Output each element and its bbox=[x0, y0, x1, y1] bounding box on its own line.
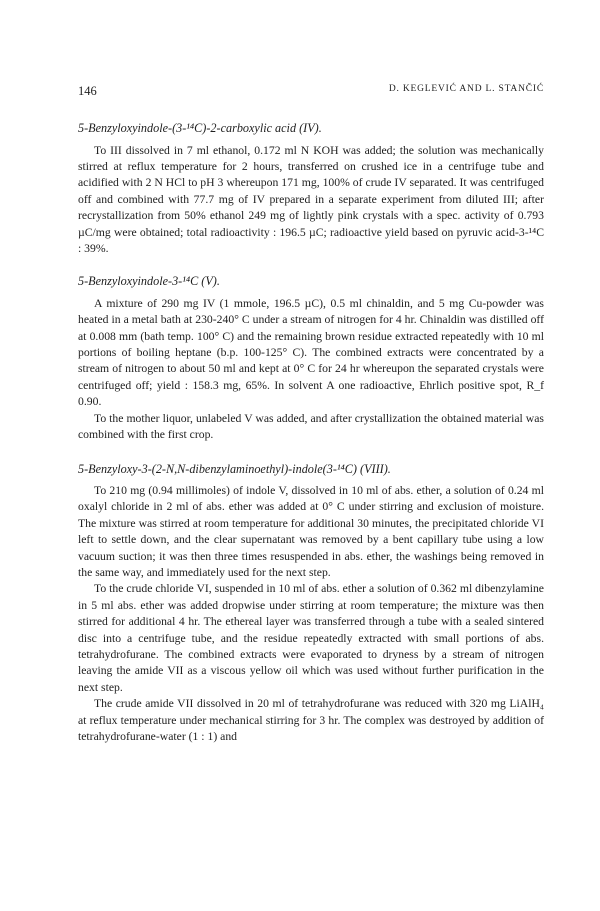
running-authors: D. KEGLEVIĆ AND L. STANČIĆ bbox=[388, 84, 544, 94]
paragraph-reduction: The crude amide VII dissolved in 20 ml of tetrahydrofurane was reduced with 320 mg LiAlH₄ at reflux temperature under mechanical stirring for 3 hr. The complex was destroyed by addition of tetrahydrofurane-water (1 : 1) and bbox=[78, 697, 544, 744]
paragraph-compound-v-mother-liquor: To the mother liquor, unlabeled V was added, and after crystallization the obtained material was combined with the first crop. bbox=[78, 411, 544, 442]
page-number: 146 bbox=[78, 84, 97, 98]
paragraph-chloride-vi: To 210 mg (0.94 millimoles) of indole V, dissolved in 10 ml of abs. ether, a solution of 0.24 ml oxalyl chloride in 2 ml of abs. ether was added at 0° C under stirring and exclusion of moisture. The mixture was stirred at room temperature for additional 30 minutes, the precipitated chloride VI left to settle down, and the clear supernatant was removed by a bent capillary tube using a low vacuum suction; it was then three times resuspended in abs. ether, the washings being removed in the same way, and immediately used for the next step. bbox=[78, 484, 544, 580]
paragraph-compound-v-synthesis: A mixture of 290 mg IV (1 mmole, 196.5 µC), 0.5 ml chinaldin, and 5 mg Cu-powder was heated in a metal bath at 230-240° C under a stream of nitrogen for 4 hr. Chinaldin was distilled off at 0.008 mm (bath temp. 100° C) and the remaining brown residue extracted repeatedly with 10 ml portions of boiling heptane (b.p. 100-125° C). The combined extracts were concentrated by a stream of nitrogen to about 50 ml and kept at 0° C for 24 hr whereupon the separated crystals were centrifuged off; yield : 158.3 mg, 65%. In solvent A one radioactive, Ehrlich positive spot, R_f 0.90. bbox=[78, 296, 544, 409]
section-heading-compound-v: 5-Benzyloxyindole-3-¹⁴C (V). bbox=[78, 274, 220, 289]
page bbox=[78, 84, 544, 746]
paragraph-amide-vii: To the crude chloride VI, suspended in 10 ml of abs. ether a solution of 0.362 ml dibenzylamine in 5 ml abs. ether was added dropwise under stirring at room temperature; the mixture was then stirred for additional 4 hr. The ethereal layer was transferred through a tube with a sealed sintered disc into a centrifuge tube, and the residue repeatedly extracted with small portions of abs. tetrahydrofurane. The combined extracts were evaporated to dryness by a stream of nitrogen leaving the amide VII as a viscous yellow oil which was used without further purification in the next step. bbox=[78, 582, 544, 694]
paragraph-compound-iv: To III dissolved in 7 ml ethanol, 0.172 ml N KOH was added; the solution was mechanically stirred at reflux temperature for 2 hours, transferred on crushed ice in a centrifuge tube and acidified with 2 N HCl to pH 3 whereupon 171 mg, 100% of crude IV separated. It was centrifuged off and combined with 77.7 mg of IV prepared in a separate experiment from diluted III; after recrystallization from 50% ethanol 249 mg of lightly pink crystals with a spec. activity of 0.793 µC/mg were obtained; total radioactivity : 196.5 µC; radioactive yield based on pyruvic acid-3-¹⁴C : 39%. bbox=[78, 143, 544, 255]
section-heading-compound-iv: 5-Benzyloxyindole-(3-¹⁴C)-2-carboxylic acid (IV). bbox=[78, 121, 322, 135]
running-header bbox=[78, 84, 544, 102]
section-heading-compound-viii: 5-Benzyloxy-3-(2-N,N-dibenzylaminoethyl)-indole(3-¹⁴C) (VIII). bbox=[78, 461, 391, 476]
